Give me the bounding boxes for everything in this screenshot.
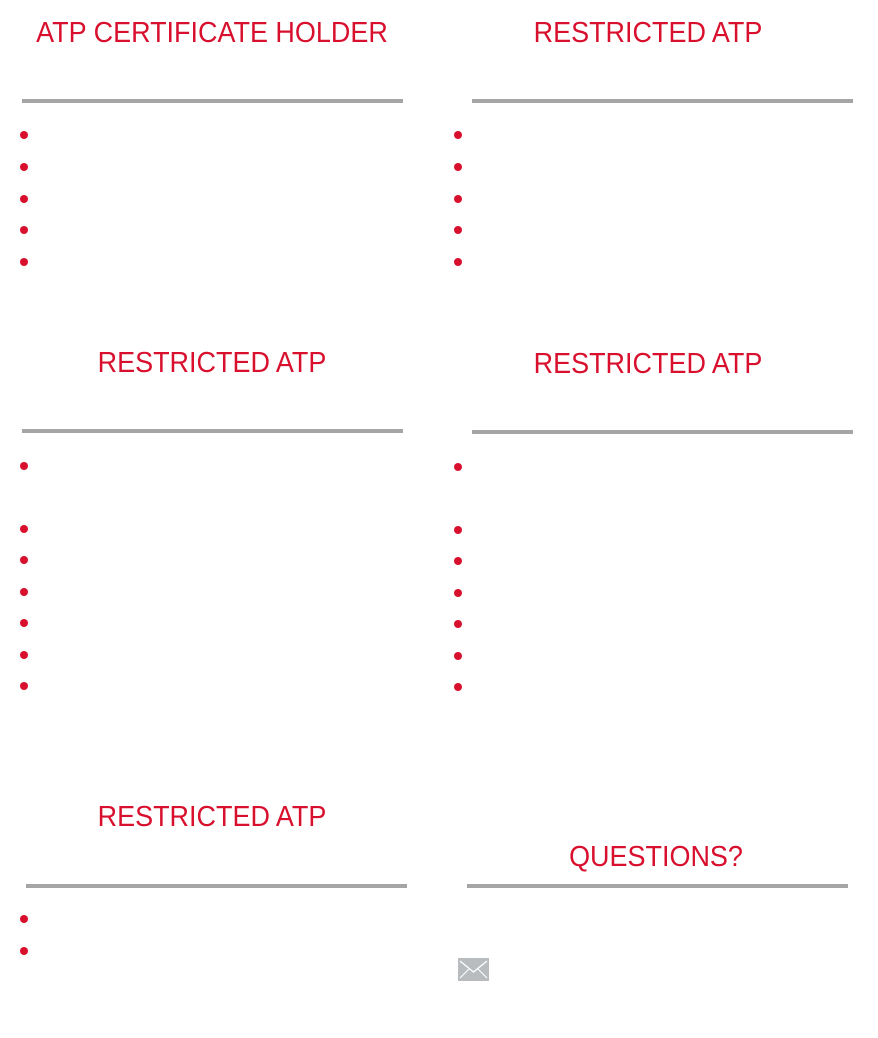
title-divider (22, 429, 403, 433)
bullet-point (20, 163, 28, 171)
bullet-point (454, 620, 462, 628)
bullet-point (454, 526, 462, 534)
slide-title: RESTRICTED ATP (97, 347, 327, 379)
bullet-point (20, 226, 28, 234)
bullet-point (20, 462, 28, 470)
bullet-point (454, 589, 462, 597)
bullet-point (20, 525, 28, 533)
bullet-point (20, 651, 28, 659)
bullet-point (20, 682, 28, 690)
bullet-point (454, 683, 462, 691)
bullet-point (20, 915, 28, 923)
bullet-point (454, 226, 462, 234)
title-divider (22, 99, 403, 103)
bullet-point (454, 131, 462, 139)
bullet-point (20, 619, 28, 627)
bullet-point (454, 463, 462, 471)
email-envelope-icon[interactable] (458, 958, 489, 981)
slide-title: RESTRICTED ATP (533, 348, 763, 380)
slide-title: RESTRICTED ATP (97, 801, 327, 833)
bullet-point (454, 258, 462, 266)
slide-title: RESTRICTED ATP (533, 17, 763, 49)
bullet-point (454, 652, 462, 660)
bullet-point (20, 947, 28, 955)
bullet-point (20, 588, 28, 596)
bullet-point (454, 557, 462, 565)
title-divider (467, 884, 848, 888)
bullet-point (20, 258, 28, 266)
bullet-point (20, 195, 28, 203)
title-divider (472, 430, 853, 434)
title-divider (472, 99, 853, 103)
title-divider (26, 884, 407, 888)
bullet-point (454, 195, 462, 203)
bullet-point (454, 163, 462, 171)
slide-title: QUESTIONS? (569, 841, 743, 873)
bullet-point (20, 131, 28, 139)
slide-title: ATP CERTIFICATE HOLDER (36, 17, 388, 49)
bullet-point (20, 556, 28, 564)
